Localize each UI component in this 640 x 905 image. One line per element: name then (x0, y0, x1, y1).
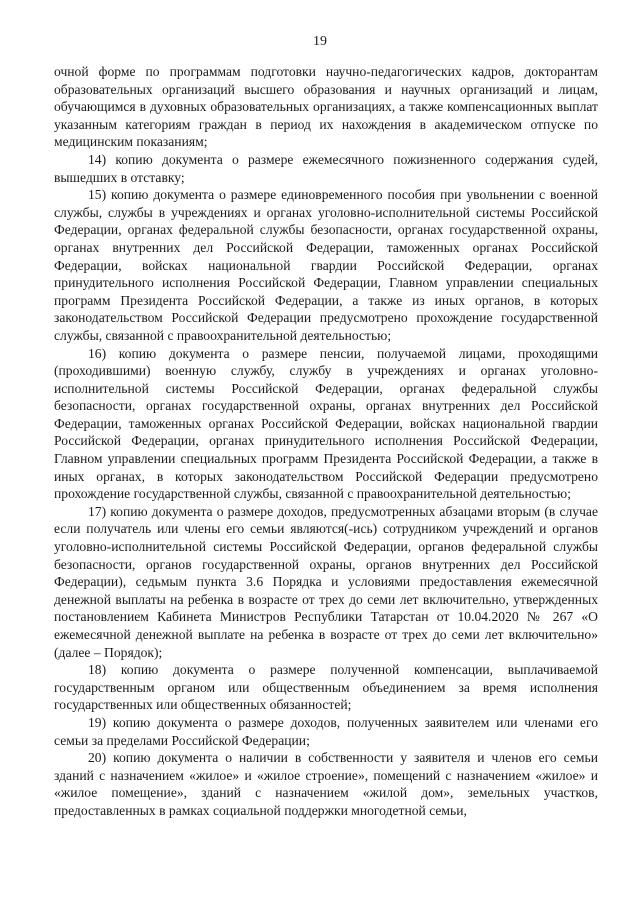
paragraph-16: 16) копию документа о размере пенсии, получаемой лицами, проходящими (проходившими) военную службу, службу в учреждениях и органах уголовно-исполнительной системы Российской Федерации, органах федеральной службы безопасности, органах государственной охраны, органах внутренних дел Российской Федерации, таможенных органах Российской Федерации, войсках национальной гвардии Российской Федерации, органах принудительного исполнения Российской Федерации, Главном управлении специальных программ Президента Российской Федерации, а также в иных органах, в которых законодательством Российской Федерации предусмотрено прохождение государственной службы, связанной с правоохранительной деятельностью; (54, 345, 598, 502)
page-number: 19 (313, 34, 327, 49)
paragraph-17: 17) копию документа о размере доходов, предусмотренных абзацами вторым (в случае если получатель или члены его семьи являются(-ись) сотрудником учреждений и органов уголовно-исполнительной системы Российской Федерации, органов федеральной службы безопасности, органов государственной охраны, органов внутренних дел Российской Федерации), седьмым пункта 3.6 Порядка и условиями предоставления ежемесячной денежной выплаты на ребенка в возрасте от трех до семи лет включительно, утвержденных постановлением Кабинета Министров Республики Татарстан от 10.04.2020 № 267 «О ежемесячной денежной выплате на ребенка в возрасте от трех до семи лет включительно» (далее – Порядок); (54, 503, 598, 660)
paragraph-20: 20) копию документа о наличии в собственности у заявителя и членов его семьи зданий с назначением «жилое» и «жилое строение», помещений с назначением «жилое» и «жилое помещение», зданий с назначением «жилой дом», земельных участков, предоставленных в рамках социальной поддержки многодетной семьи, (54, 750, 598, 818)
paragraph-15: 15) копию документа о размере единовременного пособия при увольнении с военной службы, службы в учреждениях и органах уголовно-исполнительной системы Российской Федерации, органах федеральной службы безопасности, органах государственной охраны, органах внутренних дел Российской Федерации, таможенных органах Российской Федерации, войсках национальной гвардии Российской Федерации, органах принудительного исполнения Российской Федерации, Главном управлении специальных программ Президента Российской Федерации, а также из иных органов, в которых законодательством Российской Федерации предусмотрено прохождение государственной службы, связанной с правоохранительной деятельностью; (54, 187, 598, 343)
paragraph-18: 18) копию документа о размере полученной компенсации, выплачиваемой государственным органом или общественным объединением за время исполнения государственных или общественных обязанностей; (54, 662, 598, 713)
paragraph-14: 14) копию документа о размере ежемесячного пожизненного содержания судей, вышедших в отставку; (54, 151, 598, 185)
paragraph-19: 19) копию документа о размере доходов, полученных заявителем или членами его семьи за пределами Российской Федерации; (54, 714, 598, 748)
paragraph-13-continuation: очной форме по программам подготовки научно-педагогических кадров, докторантам образовательных организаций высшего образования и научных организаций и лицам, обучающимся в духовных образовательных организациях, а также компенсационных выплат указанным категориям граждан в период их нахождения в академическом отпуске по медицинским показаниям; (54, 64, 598, 150)
document-body (54, 63, 598, 820)
